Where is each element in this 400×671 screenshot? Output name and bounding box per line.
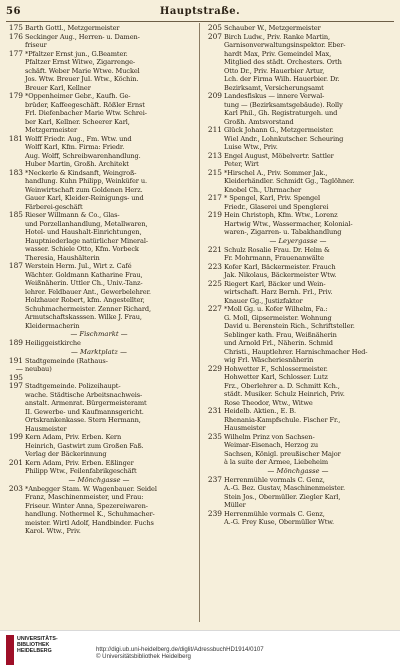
- house-number: 201: [8, 457, 23, 467]
- address-entry: [4, 24, 194, 33]
- address-entry: [203, 510, 393, 527]
- column-divider: [199, 23, 200, 622]
- address-entry: [203, 305, 393, 365]
- house-number: 239: [207, 508, 222, 518]
- address-entry: [203, 280, 393, 306]
- address-entry: [4, 433, 194, 459]
- source-url[interactable]: http://digi.ub.uni-heidelberg.de/diglit/AdressbuchHD1914/0107 © Universitätsbibliothek Heidelberg: [96, 646, 264, 660]
- house-number: 229: [207, 363, 222, 373]
- resident-listing: Glück Johann G., Metzgermeister. Wiel Andr., Lohnkutscher. Scheuring Luise Wtw., Priv.: [224, 126, 344, 151]
- header-rule: [6, 21, 394, 22]
- resident-listing: Wilhelm Prinz von Sachsen- Weimar-Eisenach, Herzog zu Sachsen, Königl. preußischer Major à la suite der Armee, Liebeheim: [224, 432, 341, 466]
- right-column: [203, 24, 393, 527]
- resident-listing: Wolff Friedr. Aug., Fm. Wtw. und Wolff Karl, Kfm. Firma: Friedr. Aug. Wolff, Schreibwarenhandlung. Huber Martin, Großh. Architekt: [25, 134, 141, 168]
- house-number: 231: [207, 406, 222, 415]
- address-entry: [4, 92, 194, 135]
- house-number: 183: [8, 167, 23, 177]
- resident-listing: *Neckerle & Kindsanft, Weingroß- handlung. Kuhn Philipp, Weinküfer u. Weinwirtschaft zum Goldenen Herz. Gauer Karl, Kleider-Reinigungs- und Färberei-geschäft: [25, 168, 147, 211]
- left-column: [4, 24, 194, 536]
- address-entry: [203, 152, 393, 169]
- house-number: 211: [207, 125, 222, 134]
- resident-listing: Heidelb. Aktien., E. B. Rhenania-Kampfschule. Fischer Fr., Hausmeister: [224, 407, 341, 432]
- resident-listing: Schulz Rosalie Frau. Dr. Helm & Fr. Mohrmann, Frauenanwälte: [224, 245, 330, 262]
- street-section-heading: — Fischmarkt —: [70, 330, 128, 338]
- house-number: 189: [8, 338, 23, 347]
- address-entry: [4, 357, 194, 383]
- house-number: 191—195: [8, 355, 23, 382]
- address-entry: [4, 135, 194, 169]
- house-number: 237: [207, 474, 222, 484]
- house-number: 177: [8, 48, 23, 58]
- street-section-heading: — Mönchgasse —: [68, 475, 130, 484]
- house-number: 203: [8, 483, 23, 493]
- library-logo-icon: [6, 635, 14, 665]
- address-entry: [4, 485, 194, 536]
- resident-listing: Engel August, Möbelvertr. Sattler Peter, Wirt: [224, 151, 334, 168]
- address-entry: [203, 476, 393, 510]
- house-number: 225: [207, 278, 222, 288]
- house-number: 197: [8, 381, 23, 390]
- house-number: 213: [207, 150, 222, 160]
- resident-listing: *Moll Gg. u. Kofer Wilhelm, Fa.: G. Moll, Gipsermeister. Wohnung David u. Berenstein Rich., Schriftsteller. Seblinger kath. Frau, Weißnäherin und Arnold Frl., Näherin. Schmid Christi., Hauptlehrer. Harnischmacher Hed- wig Frl. Wäscheriesnäherin: [224, 305, 368, 364]
- address-entry: [203, 92, 393, 126]
- street-section-heading: — Leyergasse —: [269, 236, 327, 245]
- address-entry: [4, 169, 194, 212]
- address-entry: [203, 169, 393, 195]
- street-section-heading: — Marktplatz —: [71, 347, 127, 356]
- house-number: 185: [8, 210, 23, 219]
- resident-listing: *Hirschel A., Priv. Sommer Jak., Kleiderhändler. Schmidt Gg., Taglöhner. Knobel Ch., Uhrmacher: [224, 168, 355, 194]
- resident-listing: Stadtgemeinde. Polizeihaupt- wache. Städtische Arbeitsnachweis- anstalt. Armenrat. Bürgermeisteramt II. Gewerbe- und Kaufmannsgericht. Ortskrankenkasse. Stern Hermann, Hausmeister: [25, 382, 147, 433]
- resident-listing: Landesfiskus — innere Verwal- tung — (Bezirksamtsgebäude). Rolly Karl Phil., Gh. Registraturgeh. und Großh. Amtsvorstand: [224, 92, 343, 126]
- house-number: 223: [207, 261, 222, 271]
- address-entry: [203, 211, 393, 237]
- address-entry: [203, 126, 393, 152]
- address-entry: [4, 382, 194, 433]
- resident-listing: Rieser Willmann & Co., Glas- und Porzellanhandlung, Metallwaren, Hotel- und Haushalt-Einrichtungen, Hauptniederlage natürlicher Mineral- wasser. Schiele Otto, Kfm. Vorbeck Theresia, Haushälterin: [25, 211, 148, 262]
- address-entry: [203, 263, 393, 280]
- resident-listing: Seckinger Aug., Herren- u. Damen- friseur: [25, 32, 140, 49]
- address-entry: [203, 33, 393, 93]
- house-number: 175: [8, 23, 23, 32]
- resident-listing: *Pfaltzer Ernst jun., G.Beamter. Pfaltzer Ernst Witwe, Zigarrenge- schäft. Weber Marie Wtwe. Muckel Jos. Wtw. Breuer Jul. Wtw., Köchin. Breuer Karl, Kellner: [25, 49, 140, 92]
- resident-listing: Riegert Karl, Bäcker und Wein- wirtschaft. Harz Bernh. Frl., Priv. Knauer Gg., Justizfaktor: [224, 279, 333, 305]
- address-entry: [203, 365, 393, 408]
- house-number: 209: [207, 91, 222, 100]
- library-footer: [0, 630, 400, 671]
- resident-listing: *Oppenheimer Gebr., Kaufh. Ge- brüder, Kaffeegeschäft. Rößler Ernst Frl. Diefenbacher Marie Wtw. Schrei- ber Karl, Kellner. Scheerer Karl, Metzgermeister: [25, 92, 147, 134]
- street-section-heading: — Mönchgasse —: [267, 466, 329, 475]
- house-number: 219: [207, 210, 222, 219]
- resident-listing: Herrenmühle vormals C. Genz, A.-G. Bez. Gustav, Maschinenmeister. Stein Jos., Obermüller. Ziegler Karl, Müller: [224, 475, 345, 509]
- library-name: UNIVERSITÄTS- BIBLIOTHEK HEIDELBERG: [17, 636, 58, 655]
- house-number: 199: [8, 432, 23, 441]
- house-number: 181: [8, 133, 23, 143]
- resident-listing: Barth Gottl., Metzgermeister: [25, 24, 120, 32]
- resident-listing: Herrenmühle vormals C. Genz, A.-G. Frey Kuse, Obermüller Wtw.: [224, 509, 334, 526]
- house-number: 227: [207, 304, 222, 313]
- resident-listing: Birch Ludw., Priv. Ranke Martin, Garnisonverwaltungsinspektor. Eber- hardt Max, Priv. Gemeindel Max, Mitglied des städt. Orchesters. Orth Otto Dr., Priv. Hauerbier Artur, Lch. der Firma Wilh. Hauerbier. Dr. Bezirksamt, Versicherungsamt: [224, 32, 346, 92]
- address-entry: [4, 339, 194, 348]
- resident-listing: Schauber W., Metzgermeister: [224, 24, 321, 32]
- house-number: 176: [8, 31, 23, 41]
- page-title: Hauptstraße.: [159, 6, 241, 17]
- resident-listing: Werstein Herm. Jul., Wirt z. Café Wächter. Goldmann Katharine Frau, Weißnäherin. Uttler Ch., Univ.-Tanz- lehrer. Feldbauer Ant., Gewerbelehrer. Holzhauer Robert, kfm. Angestellter, Schuhmachermeister. Zenner Richard, Armutschaftskasssen. Wilke J. Frau, Kleidermacherin: [25, 262, 151, 330]
- resident-listing: Hein Christoph, Kfm. Wtw., Lorenz Hartwig Wtw., Wassermacher, Kolonial- waren-, Zigarren- u. Tabakhandlung: [224, 211, 353, 236]
- address-entry: [203, 246, 393, 263]
- house-number: 215: [207, 167, 222, 177]
- address-entry: [203, 24, 393, 33]
- house-number: 217: [207, 193, 222, 202]
- resident-listing: *Anbegger Stam. W. Wagenbauer. Seidel Franz, Maschinenmeister, und Frau: Friseur. Winter Anna, Spezereiwaren- handlung. Nothermel K., Schuhmacher- meister. Wirtl Adolf, Handbinder. Fuchs Karol. Wtw., Priv.: [25, 484, 157, 535]
- address-entry: [4, 50, 194, 93]
- address-entry: [203, 433, 393, 467]
- address-entry: [203, 194, 393, 211]
- resident-listing: Hohwetter F., Schlossermeister. Hohwetter Karl, Schlosser. Lutz Frz., Oberlehrer a. D. Schmitt Kch., städt. Musiker. Schulz Heinrich, Priv. Rose Theodor, Wtw., Witwe: [224, 364, 345, 407]
- resident-listing: Kofer Karl, Bäckermeister. Frauch Jak. Nikolaus, Bäckermeister Wtw.: [224, 262, 337, 279]
- house-number: 187: [8, 261, 23, 270]
- address-entry: [203, 407, 393, 433]
- house-number: 205: [207, 23, 222, 32]
- address-entry: [4, 262, 194, 330]
- house-number: 235: [207, 431, 222, 441]
- house-number: 207: [207, 31, 222, 41]
- page-number: 56: [6, 6, 21, 17]
- house-number: 221: [207, 244, 222, 254]
- resident-listing: Stadtgemeinde (Rathaus- neubau): [25, 356, 108, 373]
- resident-listing: Heiliggeistkirche: [25, 339, 81, 347]
- resident-listing: Kern Adam, Priv. Erben. Eßlinger Philipp Wtw., Feilenfabrikgeschäft: [25, 458, 137, 475]
- address-entry: [4, 33, 194, 50]
- house-number: 179: [8, 91, 23, 100]
- address-entry: [4, 211, 194, 262]
- address-entry: [4, 459, 194, 476]
- resident-listing: * Spengel, Karl, Priv. Spengel Friedr., Glaserei und Spenglerei: [224, 194, 329, 211]
- resident-listing: Kern Adam, Priv. Erben. Kern Heinrich, Gastwirt zum Großen Faß. Verlag der Bäckerinnung: [25, 433, 144, 458]
